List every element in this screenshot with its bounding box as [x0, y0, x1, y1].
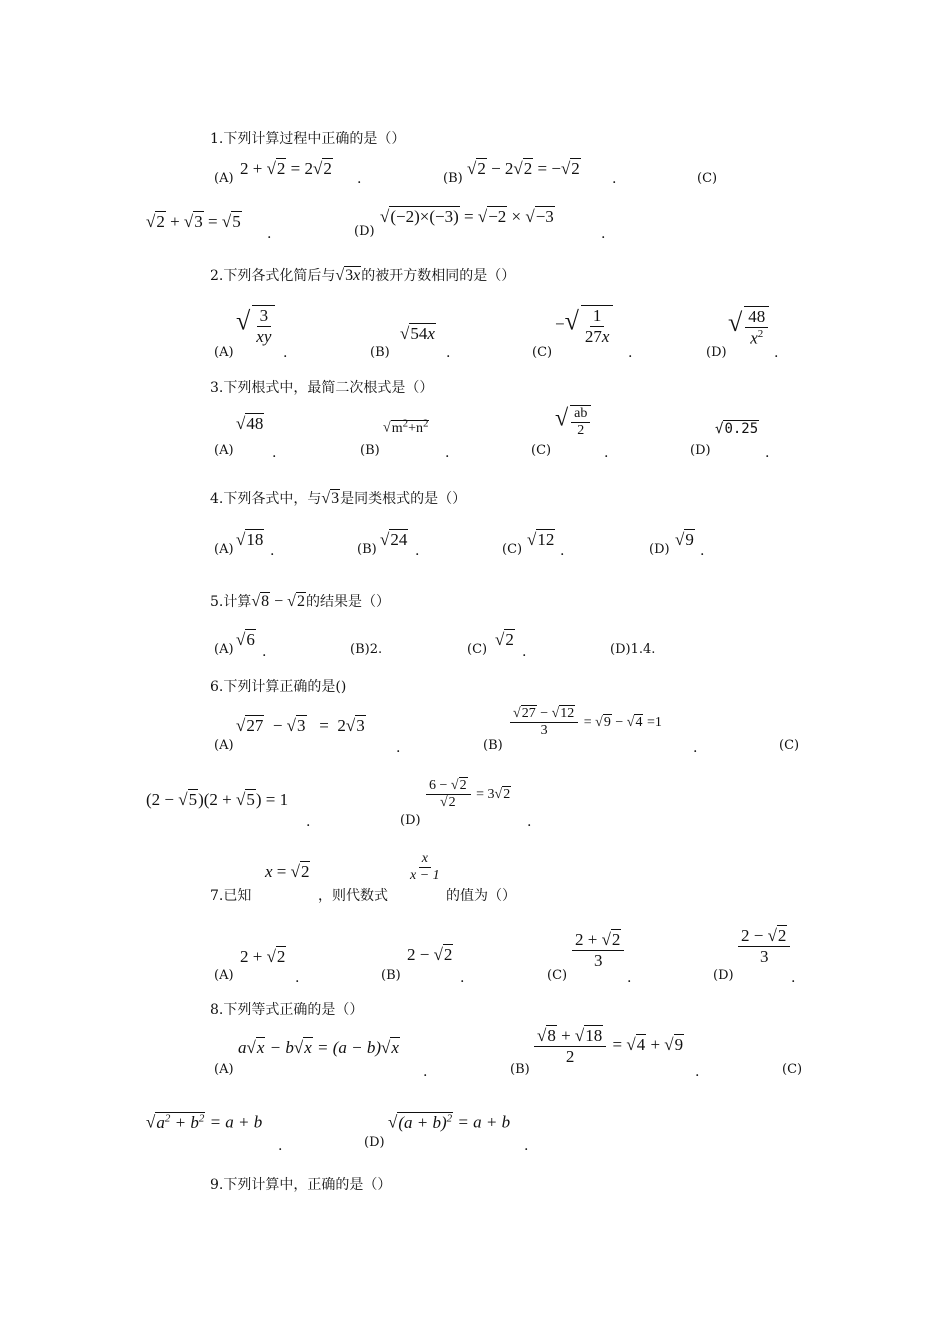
q5-label-c: (C) — [467, 642, 488, 657]
period: . — [627, 970, 632, 986]
period: . — [522, 644, 527, 660]
question-2-stem — [210, 265, 515, 285]
question-7-text-c: 的值为（） — [446, 888, 516, 904]
q6-option-a-formula: √27 − √3 = 2√3 — [236, 716, 365, 735]
question-3: 3.下列根式中，最简二次根式是（） — [210, 380, 434, 396]
q3-option-a-formula: √48 — [236, 414, 264, 433]
period: . — [446, 345, 451, 361]
q3-label-b: (B) — [360, 443, 380, 458]
q6-label-d: (D) — [400, 813, 421, 828]
period: . — [278, 1138, 283, 1154]
question-8: 8.下列等式正确的是（） — [210, 1002, 364, 1018]
period: . — [295, 970, 300, 986]
period: . — [306, 814, 311, 830]
q4-ref-formula: √3 — [321, 490, 340, 507]
q4-option-c-formula: √12 — [527, 530, 555, 549]
q1-option-c-formula: √2 + √3 = √5 — [146, 212, 241, 231]
q1-label-b: (B) — [443, 171, 463, 186]
period: . — [283, 345, 288, 361]
q7-option-c-formula: $\frac{2 + √2}{3}$ — [570, 930, 626, 970]
q2-label-a: (A) — [214, 345, 234, 360]
q2-option-a-formula: √ $\frac{3}{xy}$ — [236, 305, 277, 346]
q8-label-a: (A) — [214, 1062, 234, 1077]
period: . — [527, 814, 532, 830]
q2-option-d-formula: √ $\frac{48}{x^2}$ — [728, 306, 771, 348]
period: . — [604, 445, 609, 461]
question-4-text-a: 4.下列各式中，与 — [210, 491, 322, 507]
question-7-text-a: 7.已知 — [210, 888, 252, 904]
q4-label-a: (A) — [214, 542, 234, 557]
question-4-stem — [210, 488, 466, 508]
question-2-text-b: 的被开方数相同的是（） — [361, 268, 516, 284]
q7-expression-formula: $\frac{x}{x - 1}$ — [410, 851, 440, 884]
q7-label-c: (C) — [547, 968, 568, 983]
q2-label-c: (C) — [532, 345, 553, 360]
period: . — [460, 970, 465, 986]
q8-option-c-formula: $√a^2 + b^2 = a + b$ — [146, 1112, 263, 1132]
q5-option-b: (B)2. — [350, 642, 383, 657]
q1-option-a-formula: 2 + √2 = 2√2 — [240, 159, 332, 178]
q8-option-d-formula: $√(a + b)^2 = a + b$ — [388, 1112, 511, 1132]
q3-option-c-formula: √ $\frac{ab}{2}$ — [555, 405, 593, 439]
question-5-text-a: 5.计算 — [210, 594, 252, 610]
q8-label-c: (C) — [782, 1062, 803, 1077]
q2-option-b-formula: √54x — [400, 324, 435, 343]
q8-option-a-formula: a√x − b√x = (a − b)√x — [238, 1038, 399, 1057]
q1-option-b-formula: √2 − 2√2 = −√2 — [467, 159, 580, 178]
q7-option-a-formula: 2 + √2 — [240, 947, 286, 966]
period: . — [791, 970, 796, 986]
period: . — [524, 1138, 529, 1154]
q5-option-c-formula: √2 — [495, 630, 514, 649]
q5-option-d: (D)1.4. — [610, 642, 656, 657]
q4-option-a-formula: √18 — [236, 530, 264, 549]
period: . — [693, 740, 698, 756]
period: . — [628, 345, 633, 361]
q7-label-a: (A) — [214, 968, 234, 983]
question-4-text-b: 是同类根式的是（） — [340, 491, 467, 507]
q3-label-a: (A) — [214, 443, 234, 458]
q3-label-d: (D) — [690, 443, 711, 458]
q1-label-d: (D) — [354, 224, 375, 239]
question-6: 6.下列计算正确的是() — [210, 679, 347, 695]
period: . — [267, 226, 272, 242]
question-5-text-b: 的结果是（） — [305, 594, 390, 610]
period: . — [765, 445, 770, 461]
period: . — [560, 543, 565, 559]
q1-label-a: (A) — [214, 171, 234, 186]
q4-option-d-formula: √9 — [675, 530, 694, 549]
q7-label-d: (D) — [713, 968, 734, 983]
question-7-text-b: ，则代数式 — [318, 888, 388, 904]
q3-option-b-formula: $√m^2+n^2$ — [383, 417, 429, 436]
q4-label-c: (C) — [502, 542, 523, 557]
q6-option-c-formula: (2 − √5)(2 + √5) = 1 — [146, 790, 289, 809]
period: . — [415, 543, 420, 559]
q6-label-a: (A) — [214, 738, 234, 753]
q4-label-b: (B) — [357, 542, 377, 557]
q2-label-b: (B) — [370, 345, 390, 360]
q6-label-b: (B) — [483, 738, 503, 753]
period: . — [262, 644, 267, 660]
period: . — [700, 543, 705, 559]
period: . — [272, 445, 277, 461]
period: . — [612, 171, 617, 187]
q4-label-d: (D) — [649, 542, 670, 557]
q5-ref-formula: √8 − √2 — [251, 593, 305, 610]
q6-option-b-formula: $\frac{√27 - √12}{3}$ = √9 − √4 =1 — [508, 706, 662, 739]
q7-option-d-formula: $\frac{2 - √2}{3}$ — [736, 926, 792, 966]
q6-option-d-formula: $\frac{6 - √2}{√2}$ = 3√2 — [424, 778, 511, 811]
q6-label-c: (C) — [779, 738, 800, 753]
q2-ref-formula: √3x — [335, 267, 361, 284]
q8-option-b-formula: $\frac{√8 + √18}{2}$ = √4 + √9 — [532, 1026, 684, 1066]
q2-option-c-formula: −√ $\frac{1}{27x}$ — [555, 305, 615, 346]
period: . — [601, 226, 606, 242]
question-2-text-a: 2.下列各式化简后与 — [210, 268, 336, 284]
q7-option-b-formula: 2 − √2 — [407, 945, 453, 964]
q1-label-c: (C) — [697, 171, 718, 186]
q1-option-d-formula: √(−2)×(−3) = √−2 × √−3 — [380, 207, 554, 226]
q7-given-formula: x = √2 — [265, 862, 310, 881]
q5-label-a: (A) — [214, 642, 234, 657]
q7-label-b: (B) — [381, 968, 401, 983]
q8-label-d: (D) — [364, 1135, 385, 1150]
q5-option-a-formula: √6 — [236, 630, 255, 649]
question-1: 1.下列计算过程中正确的是（） — [210, 131, 406, 147]
period: . — [357, 171, 362, 187]
q3-option-d-formula: √0.25 — [715, 421, 759, 437]
q8-label-b: (B) — [510, 1062, 530, 1077]
period: . — [774, 345, 779, 361]
period: . — [423, 1064, 428, 1080]
period: . — [695, 1064, 700, 1080]
period: . — [270, 543, 275, 559]
question-5-stem — [210, 591, 390, 611]
question-9: 9.下列计算中，正确的是（） — [210, 1177, 392, 1193]
period: . — [445, 445, 450, 461]
period: . — [396, 740, 401, 756]
q3-label-c: (C) — [531, 443, 552, 458]
q4-option-b-formula: √24 — [380, 530, 408, 549]
q2-label-d: (D) — [706, 345, 727, 360]
